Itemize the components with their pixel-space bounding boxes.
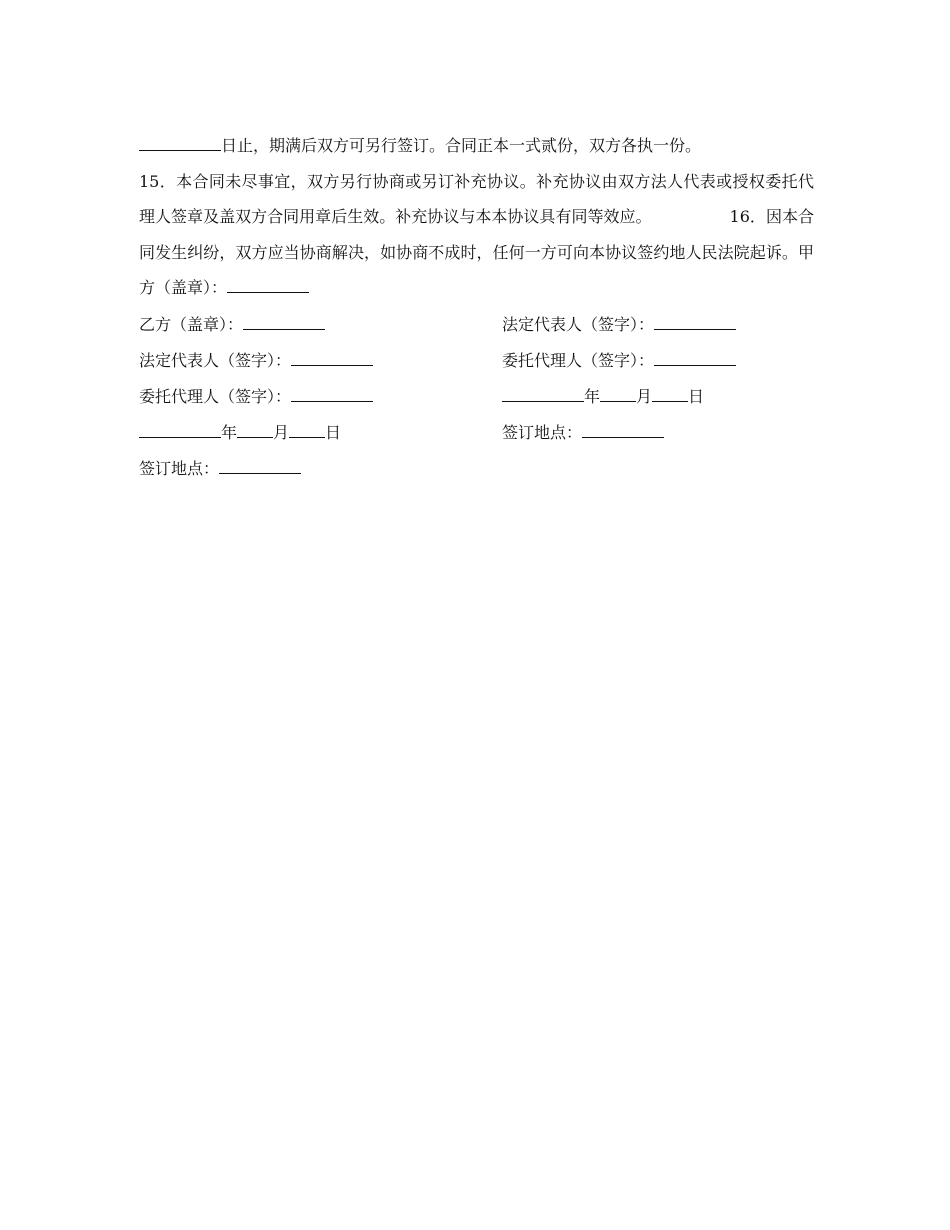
clause-16-text: 16．因本合同发生纠纷，双方应当协商解决，如协商不成时，任何一方可向本协议签约地人民法院起诉。: [139, 207, 814, 262]
party-a-agent-label: 委托代理人（签字）：: [502, 351, 655, 370]
clause-15-text: 15．本合同未尽事宜，双方另行协商或另订补充协议。补充协议由双方法人代表或授权委托代理人签章及盖双方合同用章后生效。补充协议与本本协议具有同等效应。: [139, 171, 814, 226]
year-blank: [502, 387, 584, 402]
month-blank: [237, 423, 273, 438]
month-label: 月: [273, 423, 290, 442]
day-blank: [289, 423, 325, 438]
signature-row-2: [139, 343, 819, 379]
signature-block: [139, 307, 819, 487]
party-b-seal-blank: [243, 315, 325, 330]
day-label: 日: [325, 423, 342, 442]
month-blank: [600, 387, 636, 402]
signature-row-3: [139, 379, 819, 415]
day-blank: [652, 387, 688, 402]
party-b-agent: [139, 379, 502, 415]
signature-row-5: [139, 451, 819, 487]
blank-line: [139, 136, 221, 151]
party-b-legal-rep: [139, 343, 502, 379]
party-a-seal-label: 甲方（盖章）：: [139, 242, 814, 297]
party-a-sign-place-label: 签订地点：: [502, 423, 583, 442]
party-a-legal-rep-label: 法定代表人（签字）：: [502, 315, 655, 334]
party-a-date: [502, 379, 819, 415]
month-label: 月: [636, 387, 653, 406]
contract-body: [139, 128, 814, 306]
party-a-legal-rep: [502, 307, 819, 343]
party-a-agent-blank: [654, 351, 736, 366]
party-b-agent-label: 委托代理人（签字）：: [139, 387, 292, 406]
paragraph-clauses: [139, 164, 814, 306]
party-b-seal-label: 乙方（盖章）：: [139, 315, 244, 334]
party-b-seal: [139, 307, 502, 343]
year-label: 年: [584, 387, 601, 406]
party-a-agent: [502, 343, 819, 379]
year-label: 年: [221, 423, 238, 442]
party-b-legal-rep-label: 法定代表人（签字）：: [139, 351, 292, 370]
party-b-legal-rep-blank: [291, 351, 373, 366]
party-b-date: [139, 415, 502, 451]
day-label: 日: [688, 387, 705, 406]
party-a-seal-blank: [227, 278, 309, 293]
party-b-sign-place: [139, 451, 502, 487]
party-b-sign-place-label: 签订地点：: [139, 459, 220, 478]
party-a-sign-place-blank: [582, 423, 664, 438]
party-b-sign-place-blank: [219, 459, 301, 474]
signature-row-1: [139, 307, 819, 343]
signature-row-4: [139, 415, 819, 451]
party-a-sign-place: [502, 415, 819, 451]
party-b-agent-blank: [291, 387, 373, 402]
party-a-legal-rep-blank: [654, 315, 736, 330]
term-end-text: 日止，期满后双方可另行签订。合同正本一式贰份，双方各执一份。: [221, 136, 702, 155]
paragraph-term-end: [139, 128, 814, 164]
year-blank: [139, 423, 221, 438]
